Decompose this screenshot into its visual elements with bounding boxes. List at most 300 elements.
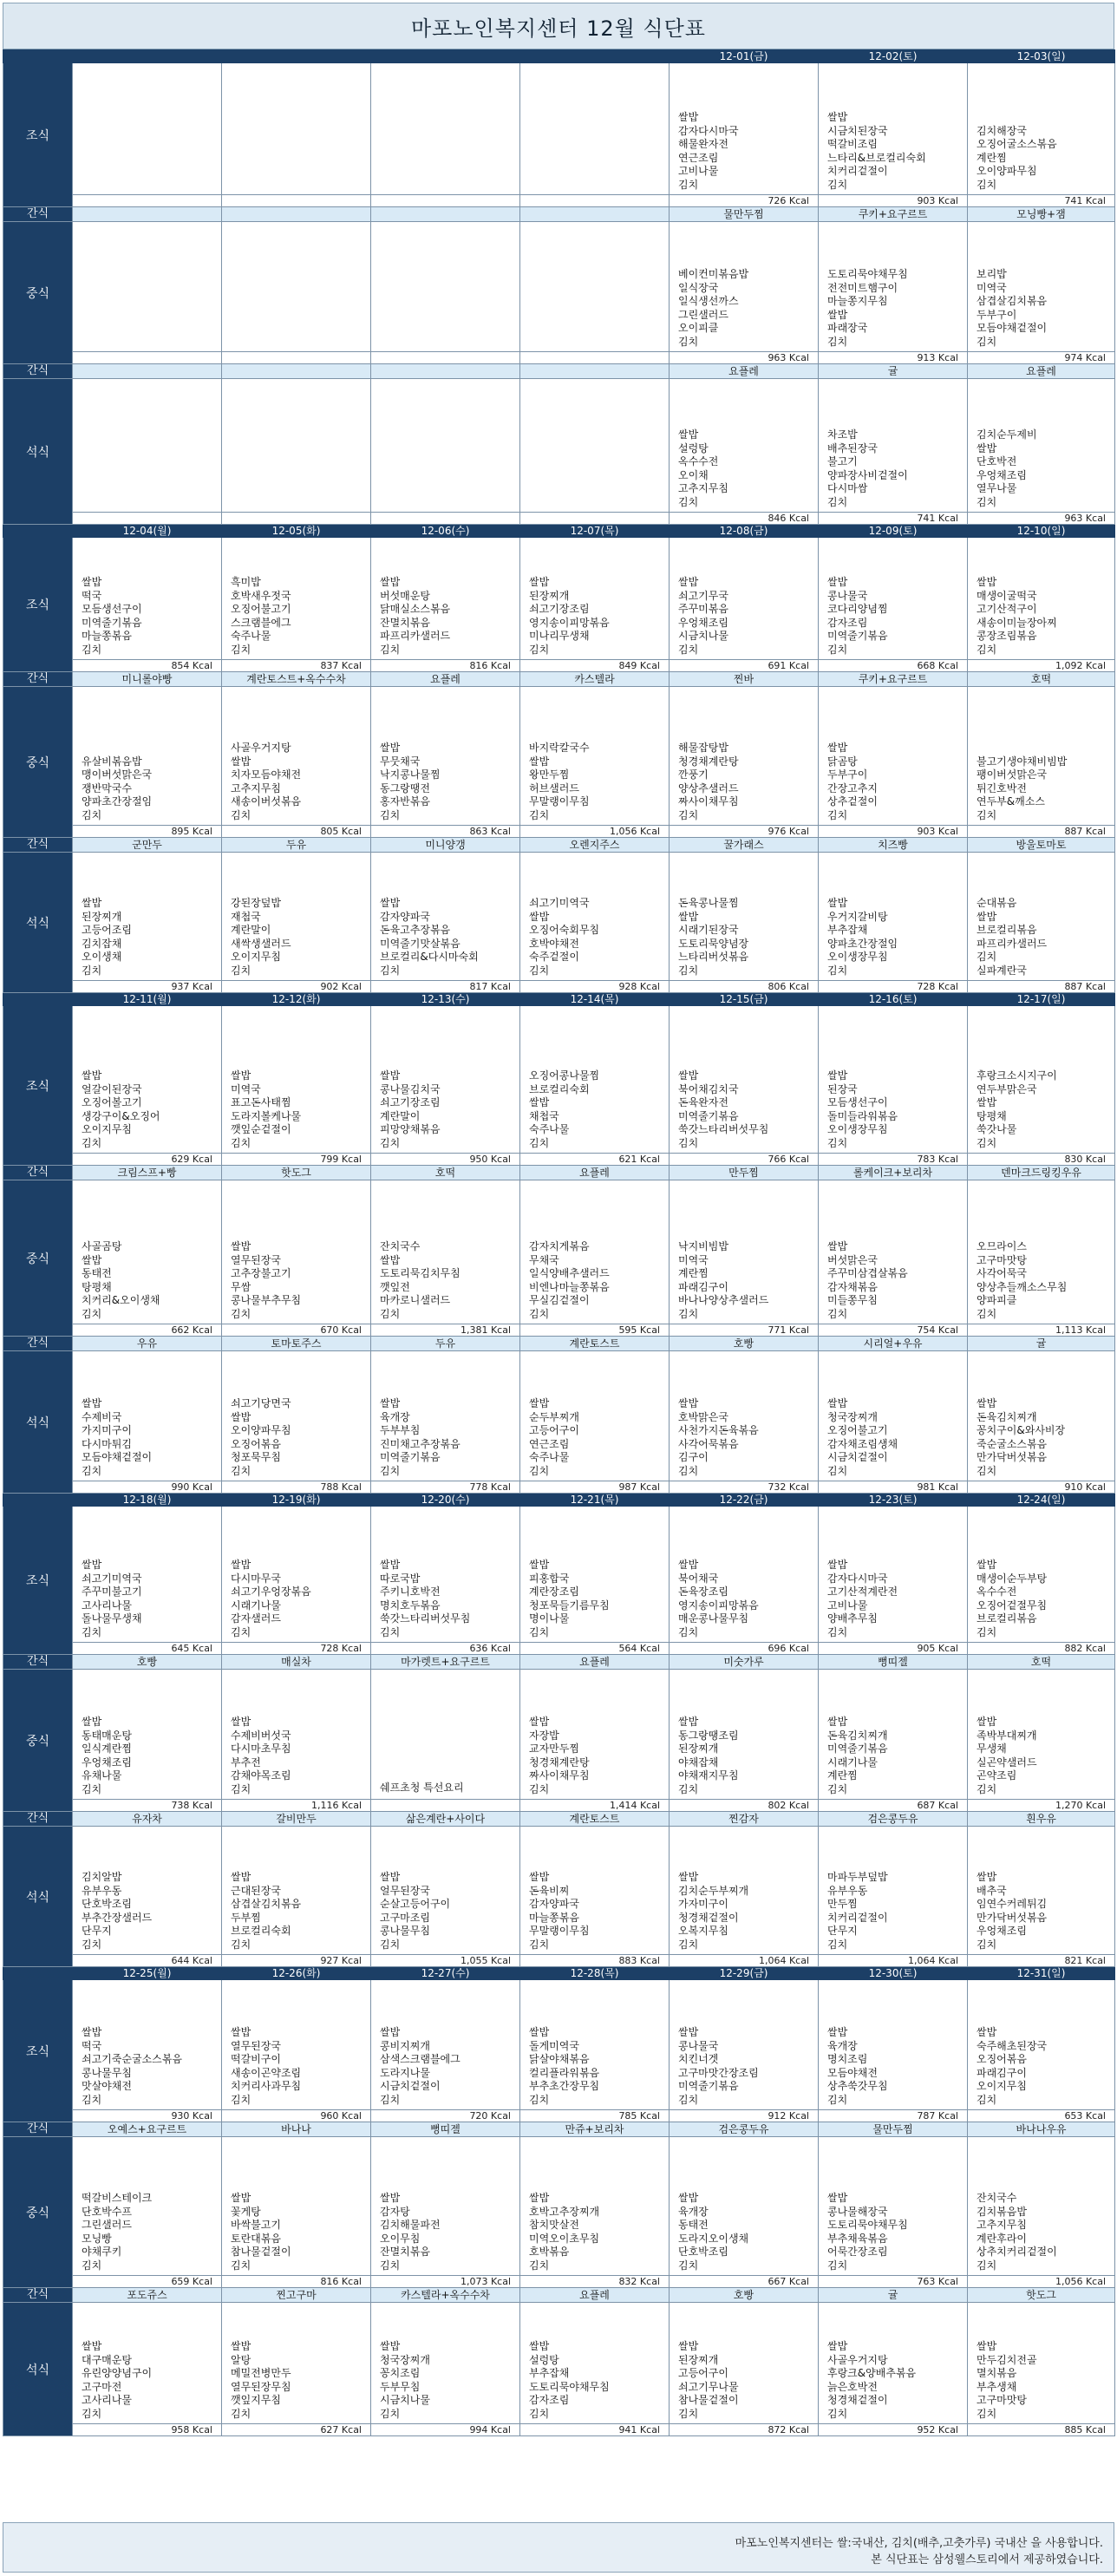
row-label-snack: 간식 (3, 838, 73, 853)
kcal-value: 994 Kcal (371, 2424, 520, 2436)
menu-item: 청포묵무침 (231, 1451, 281, 1463)
menu-item: 쇠고기장조림 (529, 603, 590, 615)
row-label-snack: 간식 (3, 207, 73, 222)
menu-item: 쑥갓느타리버섯무침 (678, 1123, 769, 1135)
menu-item: 잔멸치볶음 (380, 616, 430, 629)
date-row-label (3, 525, 73, 538)
menu-item: 부추생채 (977, 2380, 1017, 2393)
kcal-value: 963 Kcal (670, 352, 819, 364)
menu-item: 고추지무침 (231, 781, 281, 794)
meal-cell-lunch (371, 222, 520, 352)
menu-item: 시래기된장국 (678, 924, 739, 936)
menu-item: 파래장국 (827, 322, 868, 334)
menu-item: 김치 (529, 1625, 550, 1638)
menu-item: 도라지나물 (380, 2066, 430, 2079)
snack-item: 갈비만두 (222, 1812, 371, 1827)
day-date: 12-09(토) (819, 525, 968, 538)
meal-cell-breakfast (968, 538, 1115, 660)
snack-item: 치즈빵 (819, 838, 968, 853)
menu-item: 쌀밥 (977, 1871, 997, 1883)
meal-cell-dinner (371, 2303, 520, 2424)
menu-item: 파프리카샐러드 (977, 937, 1048, 950)
kcal-value: 849 Kcal (520, 660, 670, 672)
date-row-label (3, 1967, 73, 1980)
menu-item: 파래김구이 (977, 2066, 1027, 2079)
snack-item: 요플레 (520, 2288, 670, 2303)
menu-item: 김치 (827, 1464, 848, 1477)
menu-item: 청포묵들기름무침 (529, 1599, 610, 1612)
meal-cell-breakfast (520, 1006, 670, 1154)
row-label-lunch: 중식 (3, 222, 73, 364)
kcal-value: 778 Kcal (371, 1481, 520, 1494)
menu-item: 바지락칼국수 (529, 742, 590, 754)
kcal-value (73, 513, 222, 525)
snack-item: 계란토스트 (520, 1812, 670, 1827)
menu-item: 오므라이스 (977, 1240, 1027, 1252)
day-date: 12-07(목) (520, 525, 670, 538)
menu-item: 쌀밥 (231, 1069, 251, 1082)
menu-item: 채첩국 (529, 1109, 559, 1122)
menu-item: 쌀밥 (231, 1240, 251, 1252)
kcal-value: 691 Kcal (670, 660, 819, 672)
menu-item: 오징어볶음 (231, 1437, 281, 1450)
menu-item: 마늘쫑볶음 (529, 1911, 579, 1924)
menu-item: 김치 (82, 2407, 102, 2420)
menu-item: 김치 (977, 1938, 997, 1951)
menu-item: 쇠고기죽순굴소스볶음 (82, 2053, 182, 2065)
menu-item: 무말랭이무침 (529, 795, 590, 807)
menu-item: 명치조림 (827, 2053, 868, 2065)
day-date: 12-02(토) (819, 50, 968, 63)
menu-item: 쌀밥 (380, 1871, 401, 1883)
meal-cell-breakfast (73, 1507, 222, 1643)
kcal-value: 950 Kcal (371, 1154, 520, 1166)
menu-item: 쇠고기장조림 (380, 1096, 441, 1108)
menu-item: 김치 (678, 178, 699, 191)
menu-item: 낙지콩나물찜 (380, 768, 441, 781)
menu-item: 모듬생선구이 (827, 1096, 888, 1108)
meal-cell-dinner (819, 1351, 968, 1481)
kcal-value: 981 Kcal (819, 1481, 968, 1494)
menu-item: 계란말이 (380, 1109, 421, 1122)
menu-item: 김치 (977, 951, 997, 963)
snack-item: 물만두찜 (670, 207, 819, 222)
menu-item: 쌀밥 (678, 1397, 699, 1409)
menu-item: 만두찜 (827, 1898, 858, 1910)
page-title: 마포노인복지센터 12월 식단표 (3, 3, 1114, 49)
kcal-value: 662 Kcal (73, 1324, 222, 1337)
snack-item: 미숫가루 (670, 1655, 819, 1670)
menu-item: 쌀밥 (380, 1253, 401, 1266)
menu-item: 죽순굴소스볶음 (977, 1437, 1048, 1450)
meal-cell-breakfast (520, 63, 670, 195)
menu-item: 수제비버섯국 (231, 1729, 291, 1742)
menu-item: 버섯맑은국 (827, 1253, 878, 1266)
menu-item: 떡국 (82, 589, 102, 602)
menu-item: 쌀밥 (231, 1410, 251, 1423)
meal-cell-breakfast (371, 1006, 520, 1154)
menu-item: 부추초간장무침 (529, 2080, 600, 2092)
menu-item: 김치 (231, 808, 251, 821)
meal-cell-lunch (968, 1670, 1115, 1800)
menu-item: 김치 (827, 964, 848, 977)
menu-item: 김치 (977, 1307, 997, 1320)
menu-item: 김치 (678, 2093, 699, 2106)
day-date: 12-28(목) (520, 1967, 670, 1980)
menu-item: 김치 (231, 1938, 251, 1951)
snack-item: 만두찜 (670, 1166, 819, 1180)
menu-item: 매생이순두부탕 (977, 1572, 1048, 1585)
day-date: 12-25(월) (73, 1967, 222, 1980)
menu-item: 오징어불고기 (231, 603, 291, 615)
kcal-value: 1,055 Kcal (371, 1955, 520, 1967)
menu-item: 쌀밥 (827, 576, 848, 588)
menu-item: 호박볶음 (529, 2246, 570, 2258)
snack-item (520, 207, 670, 222)
meal-cell-dinner (371, 1827, 520, 1955)
menu-item: 모닝빵 (82, 2232, 112, 2245)
menu-item: 후랑크소시지구이 (977, 1069, 1057, 1082)
snack-item: 삶은계란+사이다 (371, 1812, 520, 1827)
meal-cell-lunch (968, 2137, 1115, 2276)
menu-item: 허브샐러드 (529, 781, 579, 794)
menu-item: 북어채김치국 (678, 1082, 739, 1095)
menu-item: 양상추들깨소스무침 (977, 1280, 1068, 1293)
menu-item: 유부우동 (827, 1884, 868, 1897)
meal-cell-breakfast (73, 1980, 222, 2110)
menu-item: 된장국 (827, 1082, 858, 1095)
snack-item: 요플레 (520, 1166, 670, 1180)
meal-cell-breakfast (222, 1980, 371, 2110)
meal-cell-lunch (222, 1670, 371, 1800)
meal-cell-lunch (73, 1670, 222, 1800)
snack-item (73, 364, 222, 379)
menu-item: 고추지무침 (678, 482, 728, 494)
menu-item: 우엉채조림 (977, 1925, 1027, 1937)
kcal-value (371, 1800, 520, 1812)
menu-item: 쌀밥 (231, 1559, 251, 1571)
kcal-value: 905 Kcal (819, 1643, 968, 1655)
menu-item: 무생채 (977, 1742, 1007, 1755)
menu-item: 김치 (380, 808, 401, 821)
menu-item: 콩나물해장국 (827, 2205, 888, 2218)
menu-item: 옥수수전 (977, 1585, 1017, 1598)
menu-item: 치킨너겟 (678, 2053, 719, 2065)
menu-item: 쌀밥 (678, 1871, 699, 1883)
menu-item: 김치 (529, 1464, 550, 1477)
menu-item: 단호박수프 (82, 2205, 132, 2218)
menu-item: 김치 (827, 1782, 848, 1795)
menu-item: 단호박조림 (82, 1898, 132, 1910)
kcal-value: 728 Kcal (222, 1643, 371, 1655)
menu-item: 우엉채조림 (977, 468, 1027, 481)
meal-cell-breakfast (222, 538, 371, 660)
menu-item: 쇠고기무나물 (678, 2380, 739, 2393)
kcal-value: 653 Kcal (968, 2110, 1115, 2122)
menu-item: 꽃게탕 (231, 2205, 261, 2218)
menu-item: 돈육장조림 (678, 1585, 728, 1598)
meal-cell-breakfast (222, 1006, 371, 1154)
meal-cell-breakfast (968, 1006, 1115, 1154)
kcal-value: 987 Kcal (520, 1481, 670, 1494)
menu-item: 미역줄기볶음 (827, 1742, 888, 1755)
menu-item: 쌀밥 (977, 1559, 997, 1571)
menu-item: 오이지무침 (231, 951, 281, 963)
meal-cell-breakfast (968, 1507, 1115, 1643)
menu-item: 김치 (380, 643, 401, 656)
menu-item: 계란장조림 (529, 1585, 579, 1598)
menu-item: 쟁반막국수 (82, 781, 132, 794)
menu-item: 김치 (977, 1625, 997, 1638)
kcal-value (371, 352, 520, 364)
menu-item: 김치 (678, 964, 699, 977)
kcal-value: 974 Kcal (968, 352, 1115, 364)
meal-cell-dinner (819, 2303, 968, 2424)
menu-item: 쇠고기미역국 (529, 897, 590, 909)
menu-item: 김치해물파전 (380, 2219, 441, 2231)
menu-item: 떡갈비구이 (231, 2053, 281, 2065)
kcal-value: 863 Kcal (371, 826, 520, 838)
menu-item: 쌀밥 (827, 308, 848, 321)
kcal-value: 741 Kcal (819, 513, 968, 525)
kcal-value (222, 513, 371, 525)
kcal-value: 1,092 Kcal (968, 660, 1115, 672)
meal-cell-dinner (222, 1351, 371, 1481)
menu-item: 쑥갓나물 (977, 1123, 1017, 1135)
menu-item: 쇠고기당면국 (231, 1397, 291, 1409)
menu-item: 시금치겉절이 (827, 1451, 888, 1463)
menu-item: 쌀밥 (827, 2340, 848, 2352)
day-date: 12-18(월) (73, 1494, 222, 1507)
day-date: 12-03(일) (968, 50, 1115, 63)
menu-item: 도토리묵야채무침 (827, 268, 908, 280)
menu-item: 유살비볶음밥 (82, 755, 142, 768)
meal-cell-dinner (371, 853, 520, 981)
kcal-value: 882 Kcal (968, 1643, 1115, 1655)
meal-cell-dinner (520, 853, 670, 981)
menu-item: 부추잡채 (529, 2367, 570, 2379)
kcal-value: 887 Kcal (968, 826, 1115, 838)
menu-item: 쌀밥 (678, 1069, 699, 1082)
menu-item: 단무지 (82, 1925, 112, 1937)
day-date: 12-06(수) (371, 525, 520, 538)
menu-item: 쌀밥 (977, 441, 997, 454)
kcal-value: 732 Kcal (670, 1481, 819, 1494)
menu-item: 부추전 (231, 1755, 261, 1769)
meal-cell-breakfast (819, 1980, 968, 2110)
menu-item: 무실김겉절이 (529, 1294, 590, 1306)
menu-item: 김치 (380, 964, 401, 977)
menu-item: 시금치된장국 (827, 124, 888, 137)
kcal-value: 696 Kcal (670, 1643, 819, 1655)
menu-item: 주꾸미볶음 (678, 603, 728, 615)
menu-item: 간장고추지 (827, 781, 878, 794)
menu-item: 메밀전병만두 (231, 2367, 291, 2379)
menu-item: 오징어불고기 (827, 1424, 888, 1436)
menu-item: 쌀밥 (380, 576, 401, 588)
kcal-value: 941 Kcal (520, 2424, 670, 2436)
menu-item: 미역오이초무침 (529, 2232, 600, 2245)
snack-item: 호떡 (371, 1166, 520, 1180)
menu-item: 양파초간장절임 (82, 795, 153, 807)
menu-item: 김치 (82, 1782, 102, 1795)
menu-item: 마카로니샐러드 (380, 1294, 451, 1306)
menu-item: 새송이버섯볶음 (231, 795, 302, 807)
meal-cell-breakfast (371, 1980, 520, 2110)
menu-item: 열무나물 (977, 482, 1017, 494)
menu-item: 돌나물무생채 (82, 1612, 142, 1625)
meal-cell-dinner (73, 1827, 222, 1955)
menu-item: 야채재지무침 (678, 1769, 739, 1782)
kcal-value: 806 Kcal (670, 981, 819, 993)
menu-item: 삼겹살김치볶음 (231, 1898, 302, 1910)
menu-item: 쌀밥 (529, 1871, 550, 1883)
menu-item: 쌀밥 (380, 897, 401, 909)
menu-item: 감자다시마국 (827, 1572, 888, 1585)
menu-item: 호박야채전 (529, 937, 579, 950)
footer-line-origin: 마포노인복지센터는 쌀:국내산, 김치(배추,고춧가루) 국내산 을 사용합니다. (735, 2537, 1103, 2550)
kcal-value: 846 Kcal (670, 513, 819, 525)
menu-item: 일식장국 (678, 281, 719, 294)
menu-item: 맹이버섯맑은국 (82, 768, 153, 781)
menu-item: 컬리플라워볶음 (529, 2066, 600, 2079)
menu-item: 김치 (977, 2093, 997, 2106)
menu-item: 사골곰탕 (82, 1240, 122, 1252)
menu-item: 양파장사비겉절이 (827, 468, 908, 481)
kcal-value: 1,116 Kcal (222, 1800, 371, 1812)
meal-cell-breakfast (819, 538, 968, 660)
menu-item: 다시마초무침 (231, 1742, 291, 1755)
menu-item: 김치 (82, 1464, 102, 1477)
menu-item: 오징어볼고기 (82, 1096, 142, 1108)
menu-item: 청국장찌개 (827, 1410, 878, 1423)
meal-cell-lunch (73, 222, 222, 352)
snack-item: 바나나우유 (968, 2122, 1115, 2137)
menu-item: 따로국밥 (380, 1572, 421, 1585)
snack-item: 마가렛트+요구르트 (371, 1655, 520, 1670)
menu-item: 양배추무침 (827, 1612, 878, 1625)
meal-cell-dinner (73, 853, 222, 981)
kcal-value: 930 Kcal (73, 2110, 222, 2122)
meal-cell-dinner (73, 2303, 222, 2424)
menu-item: 김치 (827, 643, 848, 656)
menu-item: 생강구이&오징어 (82, 1109, 160, 1122)
menu-item: 교자만두찜 (529, 1742, 579, 1755)
meal-cell-dinner (520, 379, 670, 513)
menu-item: 쌀밥 (380, 2026, 401, 2038)
menu-item: 쌀밥 (529, 2192, 550, 2204)
row-label-snack: 간식 (3, 672, 73, 687)
kcal-value: 668 Kcal (819, 660, 968, 672)
menu-item: 김치 (529, 808, 550, 821)
menu-item: 쌀밥 (380, 1069, 401, 1082)
menu-item: 유부우동 (82, 1884, 122, 1897)
snack-item: 요플레 (670, 364, 819, 379)
menu-item: 김치잡채 (82, 937, 122, 950)
menu-item: 쌀밥 (827, 742, 848, 754)
menu-item: 연두부&깨소스 (977, 795, 1045, 807)
meal-cell-dinner (73, 1351, 222, 1481)
menu-item: 부추잡채 (827, 924, 868, 936)
meal-cell-breakfast (371, 538, 520, 660)
menu-item: 닭매실소스볶음 (380, 603, 451, 615)
row-label-breakfast: 조식 (3, 1980, 73, 2122)
menu-item: 시금치나물 (678, 630, 728, 642)
meal-cell-dinner (670, 1827, 819, 1955)
menu-item: 김치 (231, 2407, 251, 2420)
menu-item: 계란찜 (977, 151, 1007, 164)
menu-item: 도라지볼케나물 (231, 1109, 302, 1122)
row-label-lunch: 중식 (3, 1180, 73, 1337)
menu-item: 사천가지돈육볶음 (678, 1424, 759, 1436)
day-date: 12-31(일) (968, 1967, 1115, 1980)
menu-item: 감채야목조림 (231, 1769, 291, 1782)
meal-cell-lunch (968, 1180, 1115, 1324)
menu-item: 족박부대찌개 (977, 1729, 1037, 1742)
menu-item: 김치 (678, 808, 699, 821)
menu-item: 김치알밥 (82, 1871, 122, 1883)
menu-item: 시금치겉절이 (380, 2080, 441, 2092)
menu-item: 쌀밥 (678, 1716, 699, 1728)
menu-item: 불고기생야채비빔밥 (977, 755, 1068, 768)
menu-item: 된장찌개 (529, 589, 570, 602)
kcal-value: 799 Kcal (222, 1154, 371, 1166)
menu-item: 미역국 (231, 1082, 261, 1095)
menu-item: 김치순두제비 (977, 428, 1037, 441)
menu-item: 김치 (231, 2259, 251, 2272)
menu-item: 두부찜 (231, 1911, 261, 1924)
menu-item: 콩나물김치국 (380, 1082, 441, 1095)
snack-item: 검은콩두유 (819, 1812, 968, 1827)
meal-cell-dinner (371, 379, 520, 513)
menu-item: 콩나물국 (678, 2039, 719, 2052)
menu-item: 쌀밥 (231, 755, 251, 768)
kcal-value: 564 Kcal (520, 1643, 670, 1655)
menu-item: 쌀밥 (977, 1096, 997, 1108)
kcal-value: 621 Kcal (520, 1154, 670, 1166)
menu-item: 김치 (827, 335, 848, 348)
kcal-value: 821 Kcal (968, 1955, 1115, 1967)
menu-item: 두부무침 (380, 2380, 421, 2393)
snack-item (371, 207, 520, 222)
menu-item: 쌀밥 (977, 2026, 997, 2038)
kcal-value: 670 Kcal (222, 1324, 371, 1337)
day-date: 12-11(월) (73, 993, 222, 1006)
meal-cell-breakfast (371, 1507, 520, 1643)
menu-item: 김치 (678, 1782, 699, 1795)
menu-item: 사각어묵볶음 (678, 1437, 739, 1450)
menu-item: 김치 (529, 1938, 550, 1951)
menu-item: 감자샐러드 (231, 1612, 281, 1625)
menu-item: 쌀밥 (380, 1397, 401, 1409)
menu-item: 늙은호박전 (827, 2380, 878, 2393)
menu-item: 치커리&오이생채 (82, 1294, 160, 1306)
day-date: 12-10(일) (968, 525, 1115, 538)
menu-item: 쌀밥 (678, 576, 699, 588)
footer-line-provider: 본 식단표는 삼성웰스토리에서 제공하였습니다. (871, 2553, 1103, 2566)
menu-item: 고비나물 (827, 1599, 868, 1612)
menu-item: 청경채겉절이 (678, 1911, 739, 1924)
menu-item: 가자미구이 (678, 1898, 728, 1910)
menu-item: 재첩국 (231, 910, 261, 923)
menu-item: 쌀밥 (529, 2026, 550, 2038)
row-label-dinner: 석식 (3, 2303, 73, 2436)
menu-item: 부추채육볶음 (827, 2232, 888, 2245)
menu-item: 김치 (82, 1136, 102, 1149)
menu-item: 김치 (231, 1307, 251, 1320)
menu-item: 김치 (977, 1136, 997, 1149)
kcal-value: 738 Kcal (73, 1800, 222, 1812)
